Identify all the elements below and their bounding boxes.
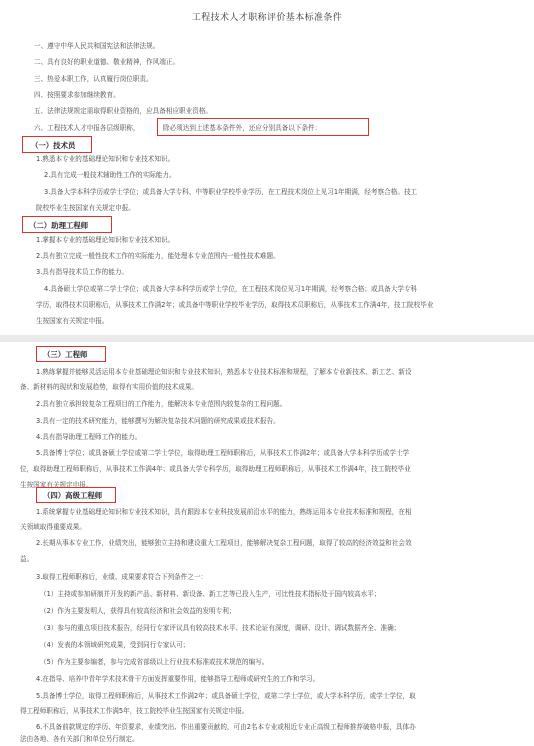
assistant-line-1: 1.掌握本专业的基础理论知识和专业技术知识。 xyxy=(36,236,175,244)
technician-heading: （一）技术员 xyxy=(31,141,76,150)
document-title: 工程技术人才职称评价基本标准条件 xyxy=(191,13,343,23)
technician-line-4: 院校毕业生按国家有关规定申报。 xyxy=(36,204,135,212)
document-upper-section xyxy=(0,0,534,335)
basic-condition-6: 六、工程技术人才申报各层级职称， xyxy=(34,124,140,132)
engineer-line-1: 1.熟练掌握并能够灵活运用本专业基础理论知识和专业技术知识，熟悉本专业技术标准和规程，了解本专业新技术、新工艺、新设 xyxy=(36,368,412,376)
senior-line-15: 法由各地、各有关部门和单位另行制定。 xyxy=(20,735,139,743)
basic-condition-5: 五、法律法规规定需取得职业资格的，应具备相应职业资格。 xyxy=(34,107,213,115)
engineer-line-8: 生按国家有关规定申报。 xyxy=(20,481,93,489)
senior-line-13: 得工程师职称后，从事技术工作满5年，技工院校毕业生按国家有关规定申报。 xyxy=(20,707,249,715)
engineer-line-2: 备、新材料的现状和发展趋势，取得有实用价值的技术成果。 xyxy=(20,383,199,391)
basic-condition-4: 四、按照要求参加继续教育。 xyxy=(34,91,120,99)
technician-line-2: 2.具有完成一般技术辅助性工作的实际能力。 xyxy=(44,171,176,179)
section-divider xyxy=(0,335,534,342)
senior-line-10: （5）作为主要参编者，参与完成省部级以上行业技术标准或技术规范的编写。 xyxy=(40,658,269,666)
senior-line-11: 4.在指导、培养中青年学术技术骨干方面发挥重要作用，能够指导工程师或研究生的工作和学习。 xyxy=(36,675,320,683)
senior-line-9: （4）发表的本领域研究成果，受到同行专家认可； xyxy=(40,641,190,649)
engineer-heading: （三）工程师 xyxy=(43,350,88,359)
basic-condition-2: 二、具有良好的职业道德、敬业精神，作风端正。 xyxy=(34,58,180,66)
assistant-line-2: 2.具有独立完成一般性技术工作的实际能力，能处理本专业范围内一般性技术难题。 xyxy=(36,252,280,260)
basic-condition-1: 一、遵守中华人民共和国宪法和法律法规。 xyxy=(34,42,160,50)
assistant-engineer-heading: （二）助理工程师 xyxy=(29,221,89,230)
senior-line-12: 5.具备博士学位，取得工程师职称后，从事技术工作满2年；或具备硕士学位，或第二学士学位，或大学本科学历，或学士学位，取 xyxy=(36,692,416,700)
senior-line-1: 1.系统掌握专业基础理论知识和专业技术知识，具有跟踪本专业科技发展前沿水平的能力，熟练运用本专业技术标准和规程，在相 xyxy=(36,508,412,516)
senior-line-8: （3）参与的重点项目技术报告，经同行专家评议具有较高技术水平、技术论证有深度，调研、设计、调试数据齐全、准确； xyxy=(40,624,401,632)
engineer-line-7: 位，取得助理工程师职称后，从事技术工作满4年；或具备大学专科学历，取得助理工程师职称后，从事技术工作满4年，技工院校毕业 xyxy=(20,465,411,473)
senior-engineer-heading: （四）高级工程师 xyxy=(43,491,103,500)
engineer-line-3: 2.具有独立承担较复杂工程项目的工作能力，能解决本专业范围内较复杂的工程问题。 xyxy=(36,400,287,408)
senior-line-2: 关领域取得重要成果。 xyxy=(20,523,86,531)
senior-line-3: 2.长期从事本专业工作，业绩突出，能够独立主持和建设重大工程项目，能够解决复杂工程问题，取得了较高的经济效益和社会效 xyxy=(36,539,412,547)
engineer-line-5: 4.具有指导助理工程师工作的能力。 xyxy=(36,433,142,441)
assistant-line-4: 4.具备硕士学位或第二学士学位；或具备大学本科学历或学士学位，在工程技术岗位见习1年期满，经考察合格；或具备大学专科 xyxy=(44,285,418,293)
assistant-line-5: 学历，取得技术员职称后，从事技术工作满2年；或具备中等职业学校毕业学历，取得技术员职称后，从事技术工作满4年，技工院校毕业 xyxy=(36,301,434,309)
technician-line-3: 3.具备大学本科学历或学士学位；或具备大学专科、中等职业学校毕业学历，在工程技术岗位上见习1年期满，经考察合格。技工 xyxy=(44,188,418,196)
document-lower-section xyxy=(0,342,534,746)
basic-condition-3: 三、热爱本职工作，认真履行岗位职责。 xyxy=(34,75,153,83)
technician-line-1: 1.熟悉本专业的基础理论知识和专业技术知识。 xyxy=(36,155,175,163)
senior-line-7: （2）作为主要发明人，获得具有较高经济和社会效益的发明专利； xyxy=(40,607,236,615)
additional-conditions-note: 除必须达到上述基本条件外，还应分别具备以下条件： xyxy=(163,124,322,132)
engineer-line-4: 3.具有一定的技术研究能力，能够撰写为解决复杂技术问题的研究成果或技术报告。 xyxy=(36,417,280,425)
senior-line-5: 3.取得工程师职称后，业绩、成果要求符合下列条件之一： xyxy=(36,573,208,581)
senior-line-6: （1）主持或参加研制并开发的新产品、新材料、新设备、新工艺等已投入生产，可比性技术指标处于国内较高水平； xyxy=(40,590,381,598)
senior-line-4: 益。 xyxy=(20,555,34,563)
assistant-line-3: 3.具有指导技术员工作的能力。 xyxy=(36,268,129,276)
senior-line-14: 6.不具备前款规定的学历、年资要求，业绩突出、作出重要贡献的，可由2名本专业或相近专业正高级工程师推荐破格申报，具体办 xyxy=(36,723,416,731)
assistant-line-6: 生按国家有关规定申报。 xyxy=(36,317,109,325)
engineer-line-6: 5.具备博士学位；或具备硕士学位或第二学士学位，取得助理工程师职称后，从事技术工作满2年；或具备大学本科学历或学士学 xyxy=(36,449,410,457)
